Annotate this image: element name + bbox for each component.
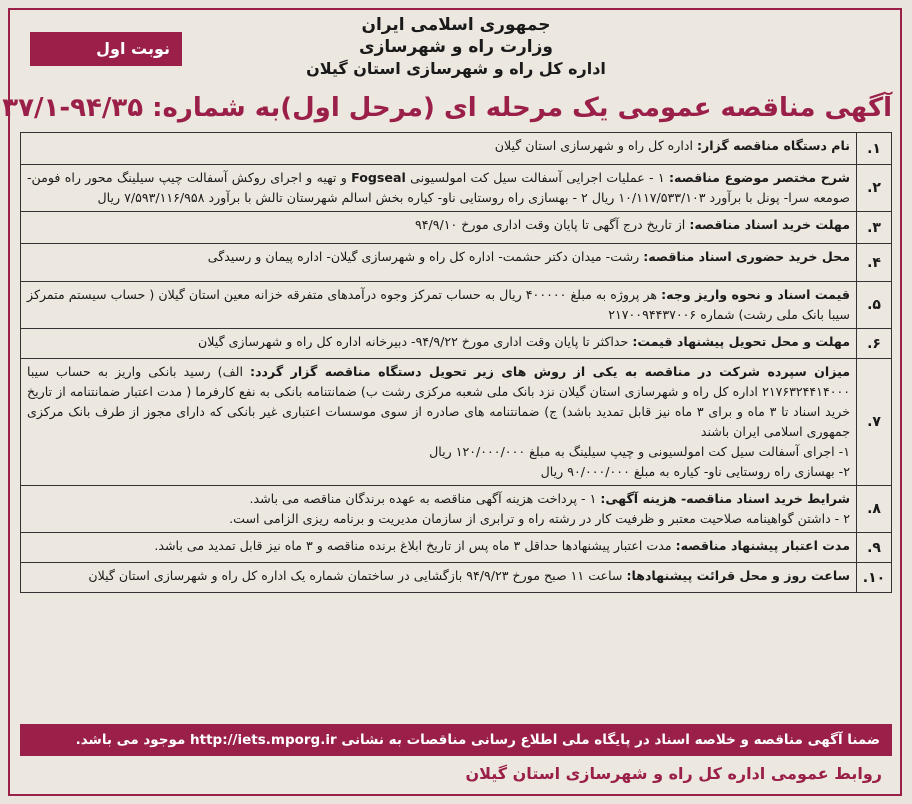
item-number: ۵. [857,282,892,329]
item-text: از تاریخ درج آگهی تا پایان وقت اداری مورخ ۹۴/۹/۱۰ [414,217,690,232]
item-text: هر پروژه به مبلغ ۴۰۰۰۰۰ ریال به حساب تمرکز وجوه درآمدهای متفرقه خزانه معین استان گیلان ( حساب سیستم متمرکز سیبا بانک ملی رشت) شماره ۲۱۷۰۰۹۴۴۳۷۰۰۶ [27,287,850,322]
item-text: اداره کل راه و شهرسازی استان گیلان [494,138,697,153]
table-row [21,486,892,533]
item-label: مدت اعتبار پیشنهاد مناقصه: [675,538,850,553]
item-content [21,165,857,212]
item-content [21,486,857,533]
table-row [21,563,892,593]
deposit-line-2: ۲- بهسازی راه روستایی ناو- کیاره به مبلغ ۹۰/۰۰۰/۰۰۰ ریال [540,464,850,479]
condition-line-2: ۲ - داشتن گواهینامه صلاحیت معتبر و ظرفیت کار در رشته راه و ترابری از سازمان مدیریت و برنامه ریزی الزامی است. [229,511,850,526]
table-row [21,244,892,282]
item-content [21,359,857,486]
item-label: مهلت و محل تحویل پیشنهاد قیمت: [632,334,850,349]
table-row [21,133,892,165]
header-line-ministry: وزارت راه و شهرسازی [358,37,553,57]
item-text: ساعت ۱۱ صبح مورخ ۹۴/۹/۲۳ بازگشایی در ساختمان شماره یک اداره کل راه و شهرسازی استان گیلان [88,568,627,583]
iets-link[interactable]: http://iets.mporg.ir [190,732,337,748]
item-text: حداکثر تا پایان وقت اداری مورخ ۹۴/۹/۲۲- دبیرخانه اداره کل راه و شهرسازی گیلان [198,334,633,349]
item-number: ۱۰. [857,563,892,593]
item-text: الف) رسید بانکی واریز به حساب سیبا ۲۱۷۶۳۲۴۴۱۴۰۰۰ اداره کل راه و شهرسازی استان گیلان نزد بانک ملی شعبه مرکزی رشت ب) ضمانتنامه بانکی به نفع کارفرما ( مدت اعتبار ضمانتنامه از تاریخ خرید اسناد تا ۳ ماه و برای ۳ ماه نیز قابل تمدید باشد) ج) ضمانتنامه های صادره از سوی موسسات اعتباری غیر بانکی که دارای مجوز از طرف بانک مرکزی جمهوری اسلامی ایران باشند [27,364,850,439]
item-content [21,133,857,165]
item-content [21,244,857,282]
item-number: ۸. [857,486,892,533]
item-content [21,329,857,359]
item-content [21,212,857,244]
table-row [21,359,892,486]
item-content [21,282,857,329]
item-label: شرح مختصر موضوع مناقصه: [668,170,850,185]
header-line-country: جمهوری اسلامی ایران [361,15,551,35]
item-label: مهلت خرید اسناد مناقصه: [689,217,850,232]
item-text: ۱ - عملیات اجرایی آسفالت سیل کت امولسیونی [405,170,669,185]
table-row [21,212,892,244]
table-row [21,533,892,563]
item-text: ۱ - پرداخت هزینه آگهی مناقصه به عهده برندگان مناقصه می باشد. [249,491,601,506]
table-row [21,165,892,212]
item-content [21,563,857,593]
item-number: ۷. [857,359,892,486]
item-label: ساعت روز و محل قرائت پیشنهادها: [626,568,850,583]
header [200,14,712,80]
item-number: ۶. [857,329,892,359]
header-line-office: اداره کل راه و شهرسازی استان گیلان [306,59,606,78]
tender-items-table [20,132,892,593]
item-number: ۴. [857,244,892,282]
table-row [21,329,892,359]
first-round-badge: نوبت اول [30,32,182,66]
item-label: قیمت اسناد و نحوه واریز وجه: [661,287,850,302]
item-number: ۲. [857,165,892,212]
footer-note-text: ضمنا آگهی مناقصه و خلاصه اسناد در پایگاه ملی اطلاع رسانی مناقصات به نشانی [336,732,880,748]
footer-note-end: موجود می باشد. [75,732,191,748]
public-relations-signature: روابط عمومی اداره کل راه و شهرسازی استان گیلان [465,764,882,783]
item-label: شرایط خرید اسناد مناقصه- هزینه آگهی: [600,491,850,506]
table-row [21,282,892,329]
item-label: محل خرید حضوری اسناد مناقصه: [643,249,850,264]
brand-fogseal: Fogseal [351,170,406,185]
item-text: رشت- میدان دکتر حشمت- اداره کل راه و شهرسازی گیلان- اداره پیمان و رسیدگی [207,249,644,264]
deposit-line-1: ۱- اجرای آسفالت سیل کت امولسیونی و چیپ سیلینگ به مبلغ ۱۲۰/۰۰۰/۰۰۰ ریال [429,444,850,459]
notice-title: آگهی مناقصه عمومی یک مرحله ای (مرحل اول)به شماره: ۹۴/۳۵-۳۷/۱ [2,93,892,123]
footer-note [20,724,892,756]
item-content [21,533,857,563]
item-number: ۹. [857,533,892,563]
item-label: میزان سپرده شرکت در مناقصه به یکی از روش های زیر تحویل دستگاه مناقصه گزار گردد: [250,364,851,379]
item-number: ۱. [857,133,892,165]
item-text-cont: و تهیه و اجرای روکش آسفالت چیپ سیلینگ محور راه فومن- صومعه سرا- پونل با برآورد ۱۰/۱۱۷/۵۳۳/۱۰۳ ریال ۲ - بهسازی راه روستایی ناو- کیاره بخش اسالم شهرستان تالش با برآورد ۷/۵۹۳/۱۱۶/۹۵۸ ریال [27,170,850,205]
item-text: مدت اعتبار پیشنهادها حداقل ۳ ماه پس از تاریخ ابلاغ برنده مناقصه و ۳ ماه نیز قابل تمدید می باشد. [154,538,676,553]
item-label: نام دستگاه مناقصه گزار: [696,138,850,153]
item-number: ۳. [857,212,892,244]
